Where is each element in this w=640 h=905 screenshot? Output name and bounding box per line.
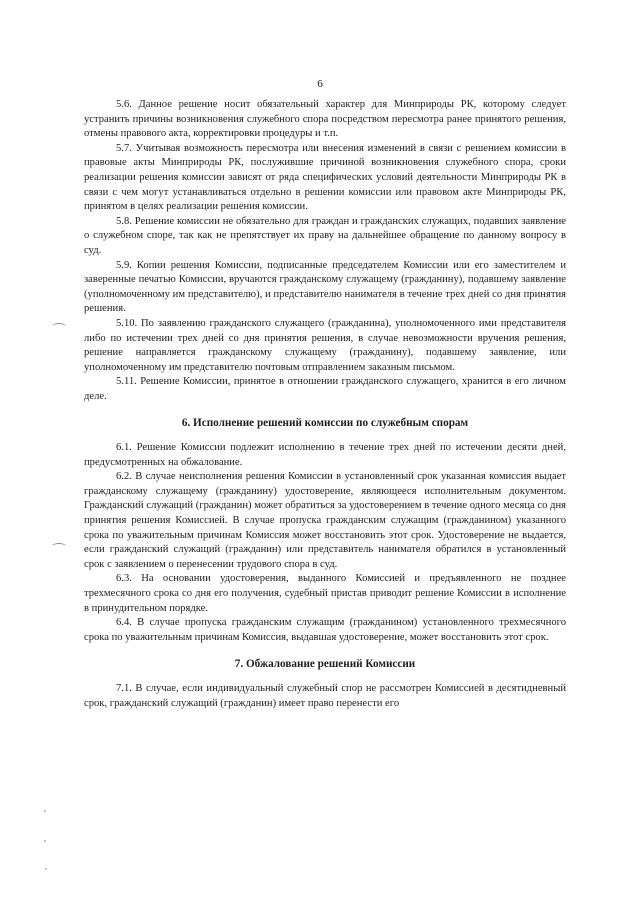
scan-dot: [45, 868, 47, 870]
section-7-paragraphs: [84, 682, 566, 711]
document-body: [84, 98, 566, 711]
paragraph-6-1: 6.1. Решение Комиссии подлежит исполнению в течение трех дней по истечении десяти дней, предусмотренных на обжалование.: [84, 442, 566, 468]
paragraph-5-9: 5.9. Копии решения Комиссии, подписанные председателем Комиссии или его заместителем и заверенные печатью Комиссии, вручаются гражданскому служащему (гражданину), подавшему заявление (уполномоченному им представителю), и представителю нанимателя в течение трех дней со дня принятия решения.: [84, 259, 566, 315]
page-number: 6: [317, 78, 323, 90]
paragraph-5-10: 5.10. По заявлению гражданского служащего (гражданина), уполномоченного ими представителя либо по истечении трех дней со дня принятия решения, в случае невозможности вручения решения, решение направляется гражданскому служащему (гражданину), подавшему заявление, или уполномоченному им представителю почтовым отправлением заказным письмом.: [84, 317, 566, 373]
paragraph-5-11: 5.11. Решение Комиссии, принятое в отношении гражданского служащего, хранится в его личном деле.: [84, 376, 566, 402]
section-7-heading: 7. Обжалование решений Комиссии: [234, 658, 416, 671]
margin-mark: [52, 543, 66, 550]
paragraph-5-8: 5.8. Решение комиссии не обязательно для граждан и гражданских служащих, подавших заявление о служебном споре, так как не препятствует их праву на дальнейшее обращение по данному вопросу в суд.: [84, 215, 566, 256]
paragraph-6-3: 6.3. На основании удостоверения, выданного Комиссией и предъявленного не позднее трехмесячного срока со дня его получения, судебный пристав приводит решение Комиссии в исполнение в принудительном порядке.: [84, 573, 566, 614]
paragraph-6-4: 6.4. В случае пропуска гражданским служащим (гражданином) установленного трехмесячного срока по уважительным причинам Комиссия, выдавшая удостоверение, может восстановить этот срок.: [84, 617, 566, 643]
paragraph-7-1: 7.1. В случае, если индивидуальный служебный спор не рассмотрен Комиссией в десятидневный срок, гражданский служащий (гражданин) имеет право перенести его: [84, 682, 566, 709]
paragraph-5-7: 5.7. Учитывая возможность пересмотра или внесения изменений в связи с решением комиссии в правовые акты Минприроды РК, послужившие причиной возникновения служебного спора, сроки реализации решения комиссии зависят от ряда специфических условий деятельности Минприроды РК в связи с чем могут устанавливаться отдельно в решении комиссии или правовом акте Минприроды РК, принятом в целях реализации решения комиссии.: [84, 142, 566, 213]
paragraph-6-2: 6.2. В случае неисполнения решения Комиссии в установленный срок указанная комиссия выдает гражданскому служащему (гражданину) удостоверение, являющееся исполнительным документом. Гражданский служащий (гражданин) может обратиться за удостоверением в течение одного месяца со дня принятия решения Комиссией. В случае пропуска гражданским служащим (гражданином) указанного срока по уважительным причинам Комиссия может восстановить этот срок. Удостоверение не выдается, если гражданский служащий (гражданин) или представитель нанимателя обратился в установленный срок с заявлением о перенесении трудового спора в суд.: [84, 471, 566, 570]
section-5-paragraphs: [84, 98, 566, 404]
paragraph-5-6: 5.6. Данное решение носит обязательный характер для Минприроды РК, которому следует устранить причины возникновения служебного спора посредством пересмотра ранее принятого решения, отмены правового акта, корректировки процедуры и т.п.: [84, 99, 566, 140]
scan-dot: [44, 810, 46, 812]
margin-mark: [52, 323, 66, 330]
scan-dot: [44, 840, 46, 842]
section-6-heading: 6. Исполнение решений комиссии по служебным спорам: [181, 417, 469, 430]
section-6-paragraphs: [84, 441, 566, 645]
